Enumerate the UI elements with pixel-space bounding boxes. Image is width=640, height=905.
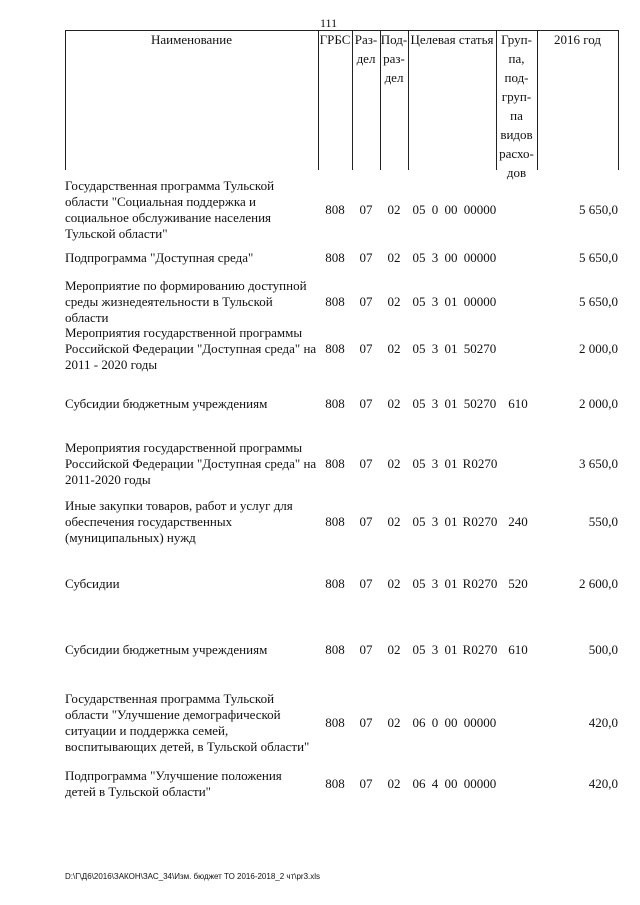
row-amount: 420,0	[588, 715, 618, 730]
row-target-program: 05	[412, 456, 426, 471]
row-razdel: 07	[359, 715, 373, 730]
row-razdel: 07	[359, 202, 373, 217]
header-group: Груп- па, под- груп- па видов расхо- дов	[499, 32, 534, 180]
row-target-program: 05	[412, 202, 426, 217]
row-grbs: 808	[325, 202, 345, 217]
row-name: Субсидии бюджетным учреждениям	[65, 396, 268, 411]
row-target-subprogram: 3	[431, 514, 439, 529]
row-razdel: 07	[359, 456, 373, 471]
row-target-code: R0270	[462, 514, 498, 529]
row-target-subprogram: 3	[431, 576, 439, 591]
row-target-program: 05	[412, 576, 426, 591]
footer-path: D:\Г\Д6\2016\ЗАКОН\ЗАС_34\Изм. бюджет ТО 2016-2018_2 чт\pr3.xls	[65, 872, 321, 881]
row-target-subprogram: 3	[431, 294, 439, 309]
row-razdel: 07	[359, 514, 373, 529]
row-target-code: 50270	[463, 341, 497, 356]
row-target-program: 05	[412, 341, 426, 356]
row-podrazdel: 02	[387, 642, 401, 657]
row-target-code: R0270	[462, 642, 498, 657]
row-amount: 2 600,0	[579, 576, 618, 591]
row-target-subprogram: 3	[431, 250, 439, 265]
row-amount: 550,0	[588, 514, 618, 529]
row-target-subprogram: 3	[431, 341, 439, 356]
row-grbs: 808	[325, 776, 345, 791]
row-razdel: 07	[359, 341, 373, 356]
row-group: 520	[508, 576, 528, 591]
row-podrazdel: 02	[387, 456, 401, 471]
page-number: 111	[320, 16, 338, 30]
row-name: Субсидии бюджетным учреждениям	[65, 642, 268, 657]
row-razdel: 07	[359, 396, 373, 411]
row-amount: 3 650,0	[579, 456, 618, 471]
row-target-subprogram: 4	[431, 776, 439, 791]
row-podrazdel: 02	[387, 396, 401, 411]
row-grbs: 808	[325, 341, 345, 356]
row-razdel: 07	[359, 294, 373, 309]
row-target-program: 05	[412, 514, 426, 529]
row-target-code: R0270	[462, 456, 498, 471]
row-podrazdel: 02	[387, 576, 401, 591]
row-name: Мероприятие по формированию доступной среды жизнедеятельности в Тульской области	[65, 278, 307, 325]
row-target-event: 00	[444, 250, 458, 265]
row-podrazdel: 02	[387, 202, 401, 217]
row-podrazdel: 02	[387, 341, 401, 356]
row-target-subprogram: 3	[431, 642, 439, 657]
row-grbs: 808	[325, 396, 345, 411]
row-group: 610	[508, 642, 528, 657]
row-name: Субсидии	[65, 576, 120, 591]
row-target-program: 05	[412, 396, 426, 411]
row-name: Подпрограмма "Доступная среда"	[65, 250, 254, 265]
row-podrazdel: 02	[387, 776, 401, 791]
row-podrazdel: 02	[387, 250, 401, 265]
row-target-code: 00000	[463, 202, 497, 217]
row-target-code: 00000	[463, 776, 497, 791]
row-grbs: 808	[325, 294, 345, 309]
row-amount: 5 650,0	[579, 202, 618, 217]
row-target-program: 05	[412, 250, 426, 265]
row-grbs: 808	[325, 514, 345, 529]
row-group: 240	[508, 514, 528, 529]
row-grbs: 808	[325, 642, 345, 657]
row-amount: 5 650,0	[579, 250, 618, 265]
row-amount: 2 000,0	[579, 396, 618, 411]
row-name: Мероприятия государственной программы Российской Федерации "Доступная среда" на 2011-2020 годы	[65, 440, 317, 487]
row-target-event: 01	[444, 456, 458, 471]
row-target-event: 01	[444, 514, 458, 529]
row-podrazdel: 02	[387, 514, 401, 529]
row-target-code: 50270	[463, 396, 497, 411]
row-name: Иные закупки товаров, работ и услуг для обеспечения государственных (муниципальных) нужд	[65, 498, 293, 545]
row-razdel: 07	[359, 250, 373, 265]
row-razdel: 07	[359, 642, 373, 657]
row-grbs: 808	[325, 250, 345, 265]
row-amount: 5 650,0	[579, 294, 618, 309]
header-target: Целевая статья	[410, 32, 494, 47]
row-target-event: 01	[444, 396, 458, 411]
row-name: Подпрограмма "Улучшение положения детей в Тульской области"	[65, 768, 282, 799]
row-razdel: 07	[359, 576, 373, 591]
row-target-subprogram: 3	[431, 456, 439, 471]
row-group: 610	[508, 396, 528, 411]
row-target-subprogram: 0	[431, 202, 439, 217]
row-podrazdel: 02	[387, 294, 401, 309]
row-target-event: 01	[444, 576, 458, 591]
row-target-subprogram: 0	[431, 715, 439, 730]
row-grbs: 808	[325, 456, 345, 471]
row-target-event: 00	[444, 202, 458, 217]
header-year: 2016 год	[554, 32, 601, 47]
row-target-code: 00000	[463, 294, 497, 309]
row-name: Государственная программа Тульской области "Социальная поддержка и социальное обслуживание населения Тульской области"	[65, 178, 275, 241]
row-podrazdel: 02	[387, 715, 401, 730]
row-amount: 2 000,0	[579, 341, 618, 356]
row-target-event: 00	[444, 776, 458, 791]
row-amount: 500,0	[588, 642, 618, 657]
header-razdel: Раз- дел	[354, 32, 378, 66]
row-target-program: 05	[412, 642, 426, 657]
row-target-code: 00000	[463, 250, 497, 265]
header-podrazdel: Под- раз- дел	[380, 32, 408, 85]
row-grbs: 808	[325, 715, 345, 730]
row-target-event: 00	[444, 715, 458, 730]
row-grbs: 808	[325, 576, 345, 591]
row-name: Государственная программа Тульской области "Улучшение демографической ситуации и поддержка семей, воспитывающих детей, в Тульской области"	[65, 691, 310, 754]
row-target-program: 06	[412, 715, 426, 730]
row-amount: 420,0	[588, 776, 618, 791]
header-name: Наименование	[151, 32, 232, 47]
row-target-code: 00000	[463, 715, 497, 730]
row-name: Мероприятия государственной программы Российской Федерации "Доступная среда" на 2011 - 2020 годы	[65, 325, 317, 372]
row-target-program: 06	[412, 776, 426, 791]
row-target-code: R0270	[462, 576, 498, 591]
row-target-event: 01	[444, 294, 458, 309]
header-grbs: ГРБС	[319, 32, 351, 47]
row-target-event: 01	[444, 341, 458, 356]
row-razdel: 07	[359, 776, 373, 791]
row-target-event: 01	[444, 642, 458, 657]
row-target-program: 05	[412, 294, 426, 309]
row-target-subprogram: 3	[431, 396, 439, 411]
